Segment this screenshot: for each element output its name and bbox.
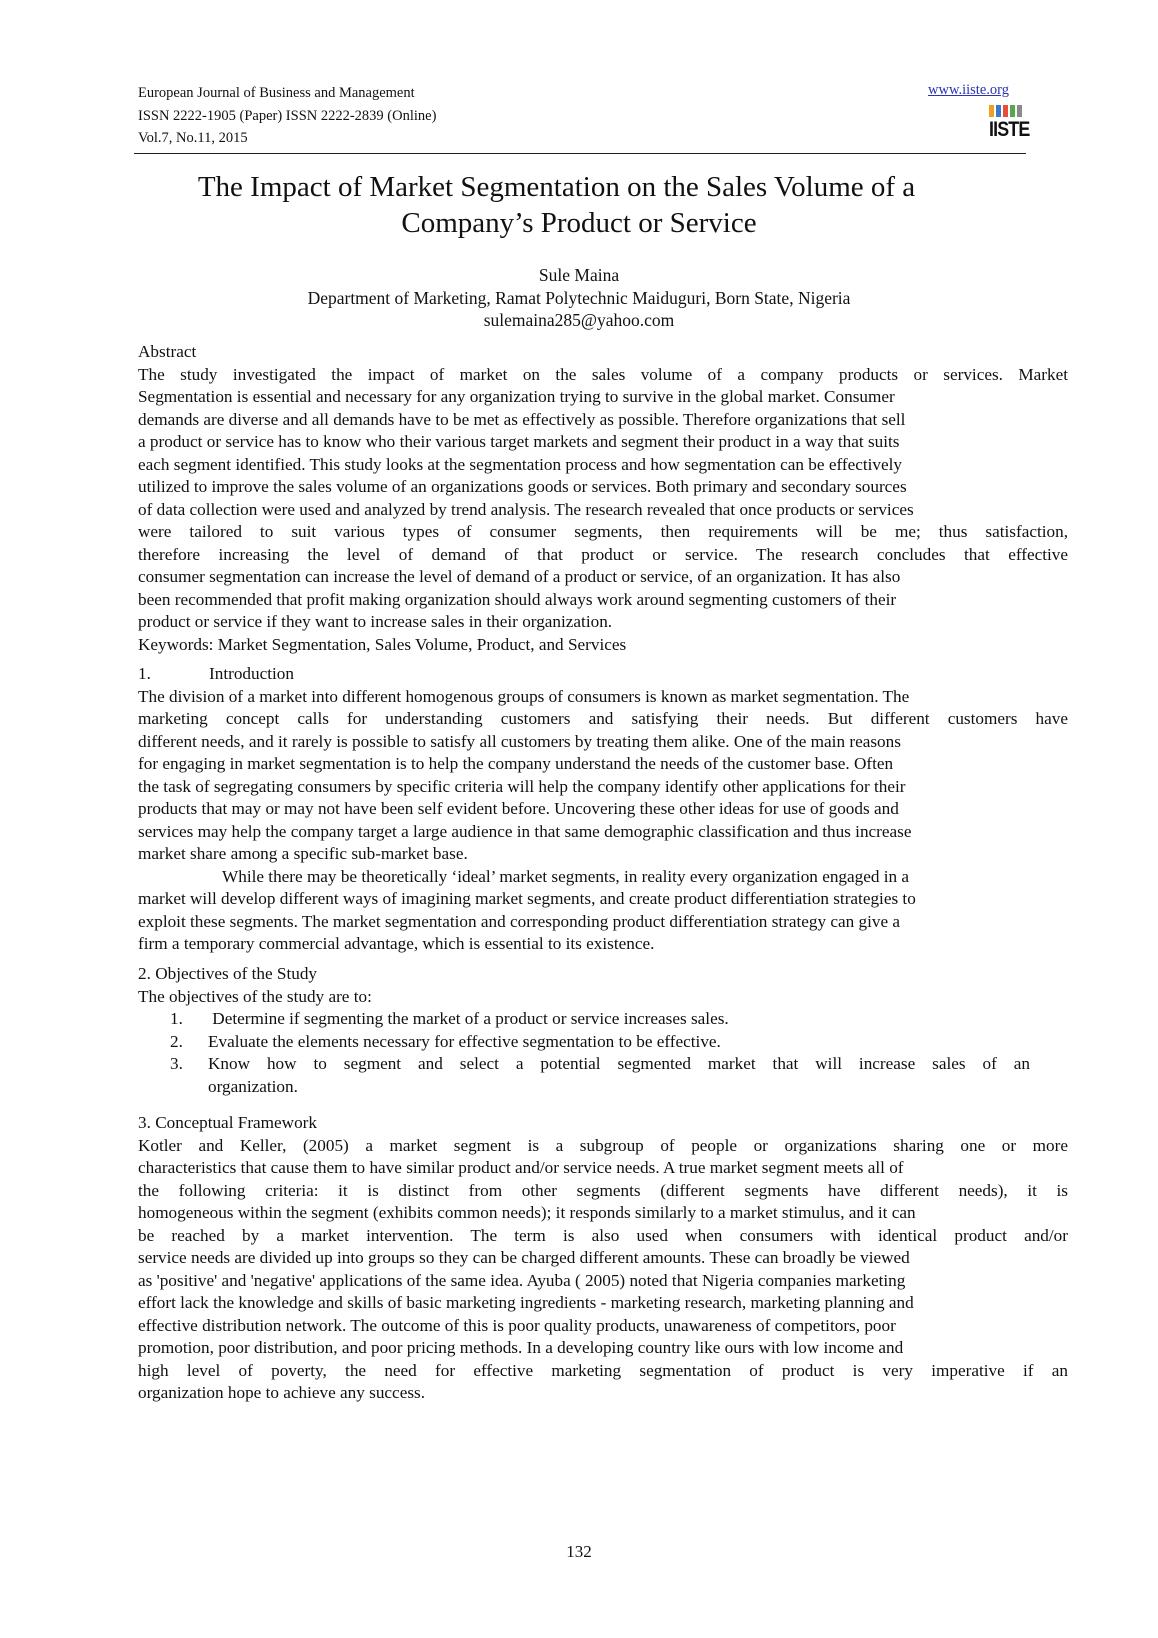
list-item-number: 1.	[170, 1009, 183, 1028]
text-line: organization hope to achieve any success.	[138, 1383, 425, 1402]
text-line: products that may or may not have been self evident before. Uncovering these other ideas for use of goods and	[138, 799, 899, 818]
text-line: exploit these segments. The market segmentation and corresponding product differentiation strategy can give a	[138, 911, 901, 931]
keywords: Keywords: Market Segmentation, Sales Volume, Product, and Services	[138, 634, 627, 654]
logo-bar	[996, 105, 1001, 117]
logo-text: IISTE	[989, 118, 1030, 141]
list-item-text: Evaluate the elements necessary for effective segmentation to be effective.	[208, 1031, 721, 1051]
objectives-heading: 2. Objectives of the Study	[138, 964, 318, 983]
text-line: consumer segmentation can increase the level of demand of a product or service, of an organization. It has also	[138, 567, 901, 586]
text-line: demands are diverse and all demands have to be met as effectively as possible. Therefore organizations that sell	[138, 409, 906, 429]
framework-body	[138, 1135, 1068, 1405]
text-line: Segmentation is essential and necessary for any organization trying to survive in the global market. Consumer	[138, 387, 895, 406]
text-line: high level of poverty, the need for effective marketing segmentation of product is very imperative if an	[138, 1360, 1068, 1380]
text-line: were tailored to suit various types of consumer segments, then requirements will be me; thus satisfaction,	[138, 522, 1068, 541]
section-title: Introduction	[209, 664, 294, 683]
logo-color-bars	[989, 105, 1027, 117]
text-line: market will develop different ways of imagining market segments, and create product differentiation strategies to	[138, 889, 916, 908]
text-line-content: While there may be theoretically ‘ideal’ market segments, in reality every organization engaged in a	[222, 866, 910, 886]
list-item-number: 3.	[170, 1054, 183, 1073]
objectives-list	[170, 1008, 1030, 1098]
abstract-body	[138, 364, 1068, 634]
text-line: firm a temporary commercial advantage, which is essential to its existence.	[138, 934, 655, 953]
text-line: marketing concept calls for understanding customers and satisfying their needs. But different customers have	[138, 709, 1068, 728]
intro-paragraph-2	[138, 866, 1068, 956]
text-line: The study investigated the impact of market on the sales volume of a company products or services. Market	[138, 364, 1068, 384]
text-line: effective distribution network. The outcome of this is poor quality products, unawareness of competitors, poor	[138, 1315, 896, 1335]
header-divider	[134, 153, 1026, 154]
logo-bar	[989, 105, 994, 117]
text-line: characteristics that cause them to have similar product and/or service needs. A true market segment meets all of	[138, 1158, 904, 1177]
logo-bar	[1010, 105, 1015, 117]
title-line-2: Company’s Product or Service	[401, 207, 757, 239]
text-line: services may help the company target a large audience in that same demographic classification and thus increase	[138, 821, 912, 841]
framework-heading: 3. Conceptual Framework	[138, 1113, 317, 1132]
list-item-text-line: organization.	[208, 1076, 298, 1096]
text-line: market share among a specific sub-market base.	[138, 844, 468, 863]
abstract-heading: Abstract	[138, 342, 197, 361]
text-line: homogeneous within the segment (exhibits common needs); it responds similarly to a market stimulus, and it can	[138, 1203, 916, 1222]
logo-bar	[1017, 105, 1022, 117]
author-name: Sule Maina	[538, 265, 620, 285]
text-line: service needs are divided up into groups so they can be charged different amounts. These can broadly be viewed	[138, 1248, 910, 1267]
objectives-section	[138, 963, 1068, 1008]
text-line: be reached by a market intervention. The term is also used when consumers with identical product and/or	[138, 1225, 1068, 1245]
text-line: the following criteria: it is distinct from other segments (different segments have different needs), it is	[138, 1180, 1068, 1200]
text-line: the task of segregating consumers by specific criteria will help the company identify other applications for their	[138, 776, 906, 796]
author-affiliation: Department of Marketing, Ramat Polytechnic Maiduguri, Born State, Nigeria	[307, 287, 851, 308]
intro-paragraph-1	[138, 686, 1068, 866]
logo-bar	[1003, 105, 1008, 117]
text-line: different needs, and it rarely is possible to satisfy all customers by treating them alike. One of the main reasons	[138, 731, 901, 751]
title-line-1: The Impact of Market Segmentation on the Sales Volume of a	[197, 171, 916, 203]
abstract-section	[138, 341, 1068, 656]
list-item	[170, 1031, 1030, 1054]
text-line: therefore increasing the level of demand of that product or service. The research concludes that effective	[138, 544, 1068, 564]
text-line	[138, 866, 1068, 889]
text-line: as 'positive' and 'negative' applications of the same idea. Ayuba ( 2005) noted that Nigeria companies marketing	[138, 1270, 906, 1290]
list-item	[170, 1008, 1030, 1031]
list-item-text	[208, 1053, 1030, 1098]
framework-section	[138, 1112, 1068, 1405]
journal-issn: ISSN 2222-1905 (Paper) ISSN 2222-2839 (Online)	[138, 107, 437, 124]
journal-volume: Vol.7, No.11, 2015	[138, 130, 248, 146]
text-line: Kotler and Keller, (2005) a market segment is a subgroup of people or organizations sharing one or more	[138, 1135, 1068, 1155]
paper-title	[0, 169, 1158, 241]
text-line: The division of a market into different homogenous groups of consumers is known as market segmentation. The	[138, 686, 910, 706]
iiste-logo	[989, 105, 1030, 147]
text-line: been recommended that profit making organization should always work around segmenting customers of their	[138, 589, 897, 609]
list-item-text: Determine if segmenting the market of a product or service increases sales.	[208, 1009, 729, 1028]
journal-url-link[interactable]: www.iiste.org	[928, 82, 1009, 98]
text-line: each segment identified. This study looks at the segmentation process and how segmentation can be effectively	[138, 454, 902, 474]
text-line: for engaging in market segmentation is to help the company understand the needs of the customer base. Often	[138, 754, 894, 773]
text-line: utilized to improve the sales volume of an organizations goods or services. Both primary and secondary sources	[138, 477, 907, 496]
journal-header	[138, 82, 436, 150]
text-line: a product or service has to know who their various target markets and segment their product in a way that suits	[138, 432, 900, 451]
introduction-section	[138, 663, 1068, 956]
journal-name: European Journal of Business and Management	[138, 85, 415, 101]
list-item	[170, 1053, 1030, 1098]
text-line: of data collection were used and analyzed by trend analysis. The research revealed that once products or services	[138, 499, 914, 519]
author-email: sulemaina285@yahoo.com	[483, 310, 675, 330]
page-number: 132	[566, 1542, 592, 1561]
list-item-number: 2.	[170, 1031, 183, 1051]
text-line: promotion, poor distribution, and poor pricing methods. In a developing country like ours with low income and	[138, 1338, 904, 1357]
author-block	[0, 264, 1158, 332]
section-number: 1.	[138, 664, 151, 683]
objectives-intro: The objectives of the study are to:	[138, 986, 372, 1006]
text-line: effort lack the knowledge and skills of basic marketing ingredients - marketing research, marketing planning and	[138, 1293, 914, 1312]
text-line: product or service if they want to increase sales in their organization.	[138, 612, 613, 631]
section-heading	[138, 663, 1068, 686]
list-item-text-line: Know how to segment and select a potential segmented market that will increase sales of an	[208, 1054, 1030, 1073]
